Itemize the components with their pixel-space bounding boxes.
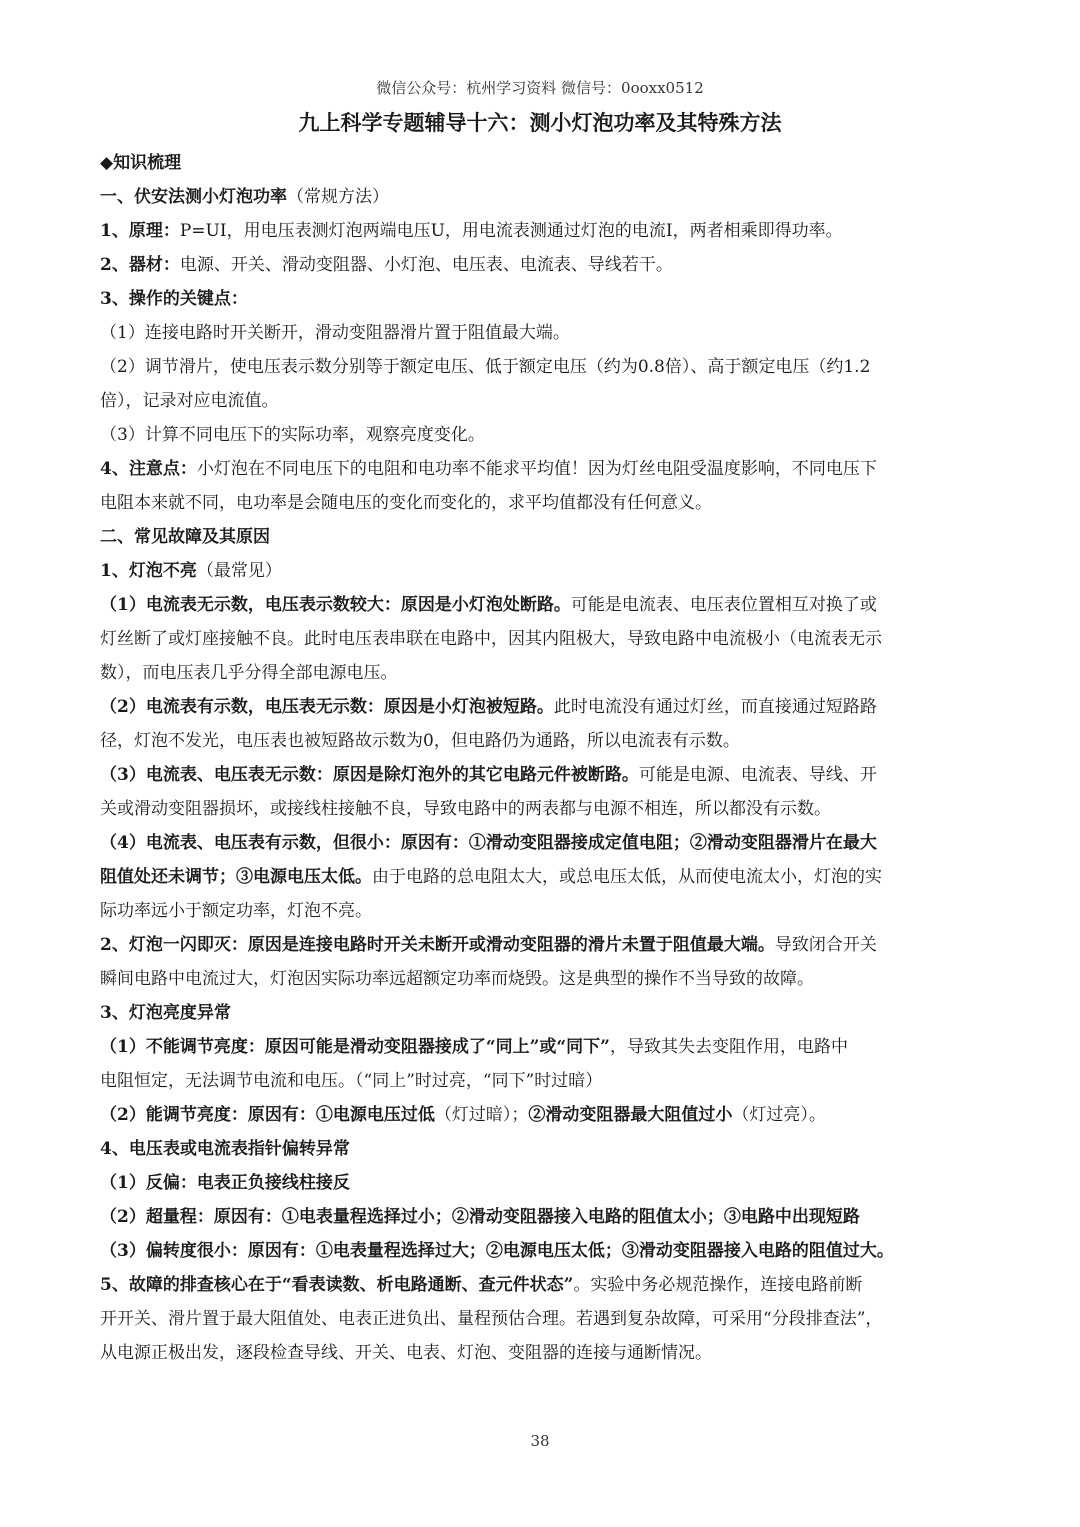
text-run: 瞬间电路中电流过大，灯泡因实际功率远超额定功率而烧毁。这是典型的操作不当导致的故障。 [100, 969, 814, 989]
bold-text: 3、操作的关键点： [100, 289, 248, 309]
text-run: 倍），记录对应电流值。 [100, 391, 279, 411]
text-run: 径，灯泡不发光，电压表也被短路故示数为0，但电路仍为通路，所以电流表有示数。 [100, 731, 740, 751]
text-line [100, 520, 980, 554]
text-run: P=UI，用电压表测灯泡两端电压U，用电流表测通过灯泡的电流I，两者相乘即得功率。 [179, 221, 843, 241]
bold-text: （2）电流表有示数，电压表无示数：原因是小灯泡被短路。 [100, 697, 554, 717]
text-run: 灯丝断了或灯座接触不良。此时电压表串联在电路中，因其内阻极大，导致电路中电流极小（电流表无示 [100, 629, 882, 649]
text-line [100, 826, 980, 860]
text-run: 际功率远小于额定功率，灯泡不亮。 [100, 901, 372, 921]
text-line [100, 588, 980, 622]
bold-text: （4）电流表、电压表有示数，但很小：原因有：①滑动变阻器接成定值电阻；②滑动变阻器滑片在最大 [100, 833, 877, 853]
text-run: 可能是电流表、电压表位置相互对换了或 [570, 595, 877, 615]
page-header: 微信公众号：杭州学习资料 微信号：0ooxx0512 [376, 79, 704, 97]
bold-text: 2、器材： [100, 255, 180, 275]
text-run: （灯过亮）。 [732, 1105, 826, 1125]
text-line [100, 1098, 980, 1132]
text-line [100, 996, 980, 1030]
text-line [100, 418, 980, 452]
text-run: 由于电路的总电阻太大，或总电压太低，从而使电流太小，灯泡的实 [372, 867, 882, 887]
text-line [100, 724, 980, 758]
text-line [100, 1336, 980, 1370]
bold-text: 阻值处还未调节；③电源电压太低。 [100, 867, 372, 887]
text-line [100, 384, 980, 418]
document-title: 九上科学专题辅导十六：测小灯泡功率及其特殊方法 [298, 110, 782, 135]
text-line [100, 1200, 980, 1234]
text-line [100, 146, 980, 180]
text-line [100, 248, 980, 282]
text-line [100, 282, 980, 316]
bold-text: 3、灯泡亮度异常 [100, 1003, 231, 1023]
text-run: 从电源正极出发，逐段检查导线、开关、电表、灯泡、变阻器的连接与通断情况。 [100, 1343, 712, 1363]
text-run: （2）调节滑片，使电压表示数分别等于额定电压、低于额定电压（约为0.8倍）、高于额定电压（约1.2 [100, 357, 871, 377]
text-run: （3）计算不同电压下的实际功率，观察亮度变化。 [100, 425, 485, 445]
text-run: 电源、开关、滑动变阻器、小灯泡、电压表、电流表、导线若干。 [179, 255, 673, 275]
bold-text: 4、电压表或电流表指针偏转异常 [100, 1139, 350, 1159]
bold-text: （1）不能调节亮度：原因可能是滑动变阻器接成了“同上”或“同下” [100, 1037, 610, 1057]
text-line [100, 1268, 980, 1302]
bold-text: ②滑动变阻器最大阻值过小 [528, 1105, 733, 1125]
text-run: （1）连接电路时开关断开，滑动变阻器滑片置于阻值最大端。 [100, 323, 570, 343]
text-line [100, 1234, 980, 1268]
text-run: 电阻恒定，无法调节电流和电压。（“同上”时过亮，“同下”时过暗） [100, 1071, 603, 1091]
text-run: 。实验中务必规范操作，连接电路前断 [573, 1275, 863, 1295]
page-number: 38 [530, 1432, 550, 1450]
text-line [100, 180, 980, 214]
text-line [100, 554, 980, 588]
text-run: 关或滑动变阻器损坏，或接线柱接触不良，导致电路中的两表都与电源不相连，所以都没有示数。 [100, 799, 831, 819]
bold-text: 2、灯泡一闪即灭：原因是连接电路时开关未断开或滑动变阻器的滑片未置于阻值最大端。 [100, 935, 775, 955]
text-line [100, 486, 980, 520]
text-line [100, 350, 980, 384]
bold-text: ◆知识梳理 [100, 153, 182, 173]
text-line [100, 316, 980, 350]
text-line [100, 1064, 980, 1098]
bold-text: 5、故障的排查核心在于“看表读数、析电路通断、查元件状态” [100, 1275, 574, 1295]
bold-text: （1）电流表无示数，电压表示数较大：原因是小灯泡处断路。 [100, 595, 571, 615]
text-line [100, 1030, 980, 1064]
bold-text: 1、灯泡不亮 [100, 561, 197, 581]
text-line [100, 622, 980, 656]
text-run: 数），而电压表几乎分得全部电源电压。 [100, 663, 398, 683]
text-line [100, 214, 980, 248]
bold-text: （3）电流表、电压表无示数：原因是除灯泡外的其它电路元件被断路。 [100, 765, 639, 785]
bold-text: 二、常见故障及其原因 [100, 527, 270, 547]
text-line [100, 928, 980, 962]
text-run: ，导致其失去变阻作用，电路中 [609, 1037, 848, 1057]
text-line [100, 894, 980, 928]
text-run: 小灯泡在不同电压下的电阻和电功率不能求平均值！因为灯丝电阻受温度影响，不同电压下 [196, 459, 877, 479]
bold-text: 1、原理： [100, 221, 180, 241]
text-run: （常规方法） [287, 187, 389, 207]
text-run: （灯过暗）； [434, 1105, 529, 1125]
text-line [100, 1132, 980, 1166]
text-line [100, 1302, 980, 1336]
text-run: 开开关、滑片置于最大阻值处、电表正进负出、量程预估合理。若遇到复杂故障，可采用“分段排查法”， [100, 1309, 883, 1329]
text-run: 此时电流没有通过灯丝，而直接通过短路路 [553, 697, 877, 717]
text-run: 导致闭合开关 [774, 935, 877, 955]
text-run: （最常见） [196, 561, 282, 581]
text-line [100, 656, 980, 690]
text-line [100, 962, 980, 996]
bold-text: 一、伏安法测小灯泡功率 [100, 187, 287, 207]
text-line [100, 690, 980, 724]
text-line [100, 860, 980, 894]
bold-text: （2）能调节亮度：原因有：①电源电压过低 [100, 1105, 435, 1125]
bold-text: 4、注意点： [100, 459, 197, 479]
bold-text: （1）反偏：电表正负接线柱接反 [100, 1173, 350, 1193]
bold-text: （2）超量程：原因有：①电表量程选择过小；②滑动变阻器接入电路的阻值太小；③电路中出现短路 [100, 1207, 860, 1227]
document-body [100, 146, 980, 1370]
text-line [100, 792, 980, 826]
text-line [100, 452, 980, 486]
text-line [100, 1166, 980, 1200]
text-run: 可能是电源、电流表、导线、开 [638, 765, 877, 785]
text-run: 电阻本来就不同，电功率是会随电压的变化而变化的，求平均值都没有任何意义。 [100, 493, 712, 513]
text-line [100, 758, 980, 792]
bold-text: （3）偏转度很小：原因有：①电表量程选择过大；②电源电压太低；③滑动变阻器接入电路的阻值过大。 [100, 1241, 894, 1261]
